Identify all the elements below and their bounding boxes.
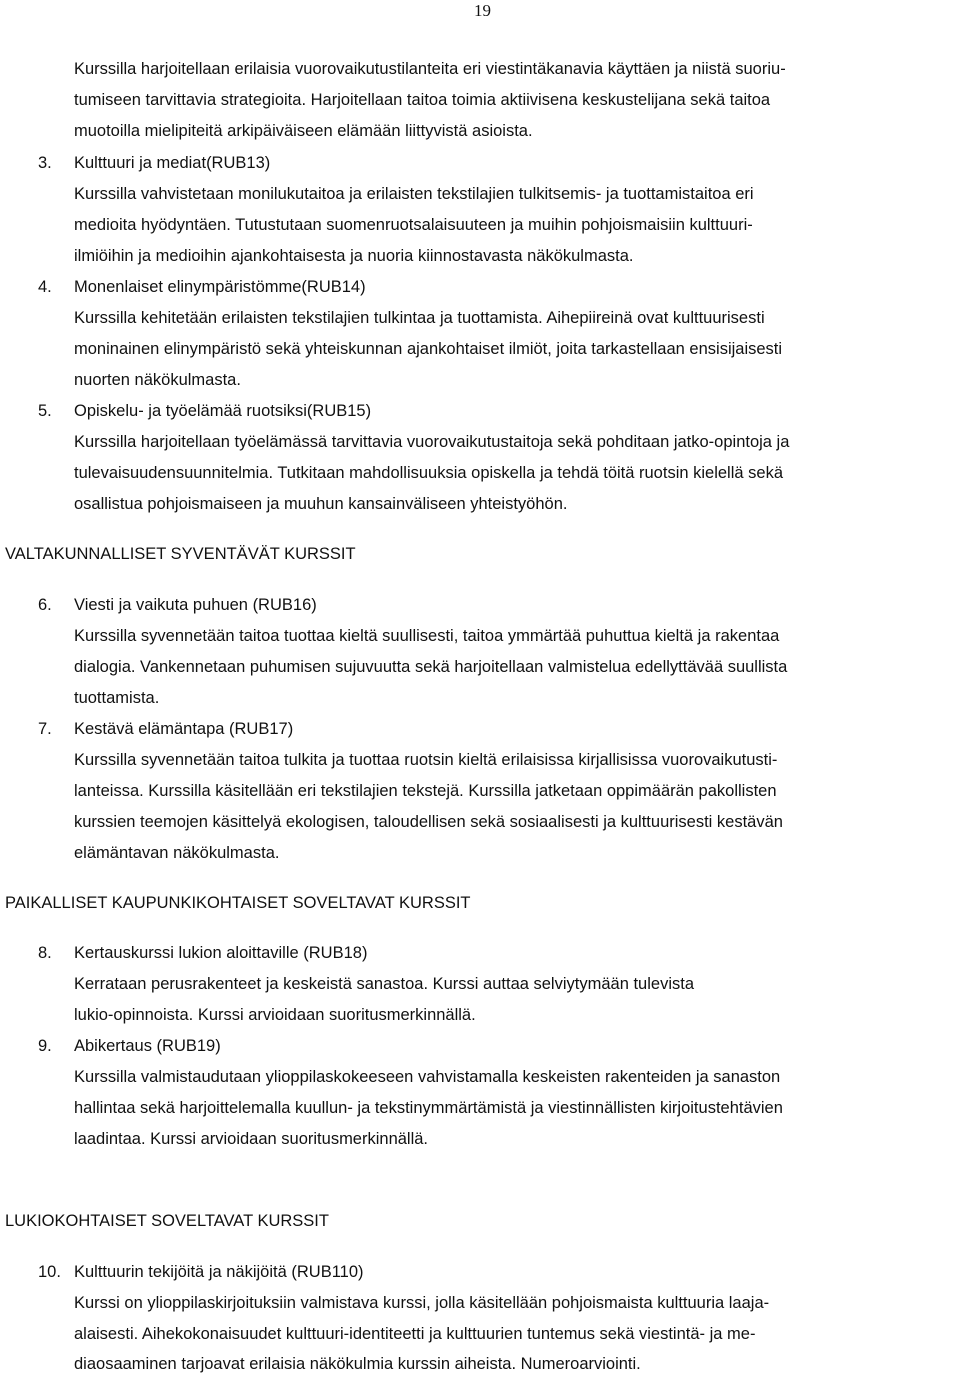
course-title: Kulttuuri ja mediat(RUB13) [74,154,271,172]
course-description-line: alaisesti. Aihekokonaisuudet kulttuuri-identiteetti ja kulttuurien tuntemus sekä viestintä- ja me- [74,1325,756,1343]
course-title: Abikertaus (RUB19) [74,1037,221,1055]
course-number: 9. [38,1037,52,1055]
course-title: Opiskelu- ja työelämää ruotsiksi(RUB15) [74,402,372,420]
section-heading: PAIKALLISET KAUPUNKIKOHTAISET SOVELTAVAT KURSSIT [5,894,471,912]
course-description-line: lukio-opinnoista. Kurssi arvioidaan suoritusmerkinnällä. [74,1006,476,1024]
course-description-line: ilmiöihin ja medioihin ajankohtaisesta ja nuoria kiinnostavasta näkökulmasta. [74,247,634,265]
section-heading: VALTAKUNNALLISET SYVENTÄVÄT KURSSIT [5,545,356,563]
course-description-line: lanteissa. Kurssilla käsitellään eri tekstilajien tekstejä. Kurssilla jatketaan oppimäärän pakollisten [74,782,777,800]
course-number: 5. [38,402,52,420]
course-number: 7. [38,720,52,738]
course-description-line: Kurssilla valmistaudutaan ylioppilaskokeeseen vahvistamalla keskeisten rakenteiden ja sanaston [74,1068,781,1086]
course-number: 8. [38,944,52,962]
intro-line: muotoilla mielipiteitä arkipäiväiseen elämään liittyvistä asioista. [74,122,533,140]
intro-line: Kurssilla harjoitellaan erilaisia vuorovaikutustilanteita eri viestintäkanavia käyttäen ja niistä suoriu- [74,60,786,78]
course-description-line: hallintaa sekä harjoittelemalla kuullun- ja tekstinymmärtämistä ja viestinnällisten kirjoitustehtävien [74,1099,783,1117]
course-title: Kestävä elämäntapa (RUB17) [74,720,294,738]
course-description-line: moninainen elinympäristö sekä yhteiskunnan ajankohtaiset ilmiöt, joita tarkastellaan ensisijaisesti [74,340,783,358]
section-heading: LUKIOKOHTAISET SOVELTAVAT KURSSIT [5,1212,329,1230]
course-description-line: Kurssi on ylioppilaskirjoituksiin valmistava kurssi, jolla käsitellään pohjoismaista kulttuuria laaja- [74,1294,770,1312]
course-description-line: dialogia. Vankennetaan puhumisen sujuvuutta sekä harjoitellaan valmistelua edellyttävää suullista [74,658,788,676]
course-description-line: osallistua pohjoismaiseen ja muuhun kansainväliseen yhteistyöhön. [74,495,568,513]
course-title: Kertauskurssi lukion aloittaville (RUB18) [74,944,368,962]
course-description-line: tulevaisuudensuunnitelmia. Tutkitaan mahdollisuuksia opiskella ja tehdä töitä ruotsin kielellä sekä [74,464,784,482]
course-title: Monenlaiset elinympäristömme(RUB14) [74,278,366,296]
course-number: 4. [38,278,52,296]
course-description-line: medioita hyödyntäen. Tutustutaan suomenruotsalaisuuteen ja muihin pohjoismaisiin kulttuuri- [74,216,753,234]
course-description-line: laadintaa. Kurssi arvioidaan suoritusmerkinnällä. [74,1130,429,1148]
course-title: Viesti ja vaikuta puhuen (RUB16) [74,596,317,614]
course-description-line: Kerrataan perusrakenteet ja keskeistä sanastoa. Kurssi auttaa selviytymään tulevista [74,975,694,993]
course-description-line: Kurssilla kehitetään erilaisten tekstilajien tulkintaa ja tuottamista. Aihepiireinä ovat kulttuurisesti [74,309,765,327]
course-description-line: nuorten näkökulmasta. [74,371,241,389]
page-number: 19 [474,1,491,20]
course-number: 3. [38,154,52,172]
course-number: 6. [38,596,52,614]
course-description-line: tuottamista. [74,689,160,707]
course-description-line: diaosaaminen tarjoavat erilaisia näkökulmia kurssin aiheista. Numeroarviointi. [74,1355,641,1373]
intro-line: tumiseen tarvittavia strategioita. Harjoitellaan taitoa toimia aktiivisena keskustelijana sekä taitoa [74,91,771,109]
course-description-line: Kurssilla vahvistetaan monilukutaitoa ja erilaisten tekstilajien tulkitsemis- ja tuottamistaitoa eri [74,185,754,203]
course-title: Kulttuurin tekijöitä ja näkijöitä (RUB110) [74,1263,364,1281]
course-description-line: kurssien teemojen käsittelyä ekologisen, taloudellisen sekä sosiaalisesti ja kulttuurisesti kestävän [74,813,783,831]
course-description-line: elämäntavan näkökulmasta. [74,844,280,862]
course-number: 10. [38,1263,61,1281]
course-description-line: Kurssilla syvennetään taitoa tuottaa kieltä suullisesti, taitoa ymmärtää puhuttua kieltä ja rakentaa [74,627,780,645]
course-description-line: Kurssilla harjoitellaan työelämässä tarvittavia vuorovaikutustaitoja sekä pohditaan jatko-opintoja ja [74,433,790,451]
course-description-line: Kurssilla syvennetään taitoa tulkita ja tuottaa ruotsin kieltä erilaisissa kirjallisissa vuorovaikutusti- [74,751,778,769]
